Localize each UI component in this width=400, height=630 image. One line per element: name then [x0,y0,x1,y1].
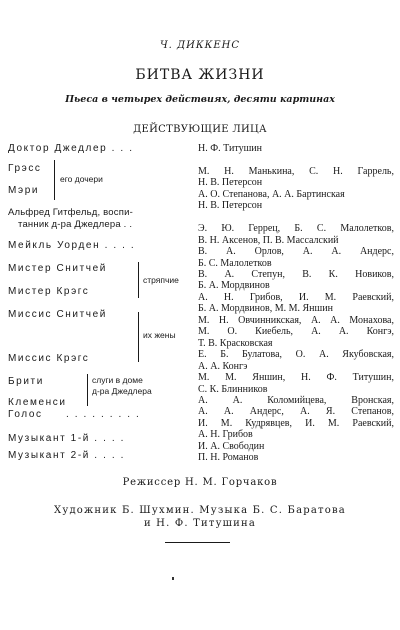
cast-line [198,154,394,165]
cast-line: Т. В. Красковская [198,337,273,349]
cast-line: А. А. Андерс, А. Я. Степанов, [198,406,394,418]
closing-rule [165,542,230,543]
cast-line: А. Н. Грибов [198,429,253,441]
cast-line: Б. А. Мордвинов [198,280,270,292]
role-snitchey: Мистер Снитчей [8,263,107,274]
cast-line: А. А. Коломийцева, Вронская, [198,394,394,406]
brace-wives [138,312,139,362]
role-mrs-snitchey: Миссис Снитчей [8,309,107,320]
cast-line: М. М. Яншин, Н. Ф. Титушин, [198,372,394,384]
play-subtitle: Пьеса в четырех действиях, десяти картинах [65,94,335,105]
artists-credit [0,504,400,530]
cast-line: А. А. Конгэ [198,360,248,372]
cast-line: В. Н. Аксенов, П. В. Массалский [198,234,339,246]
author: Ч. ДИККЕНС [159,40,241,51]
role-mrs-craggs: Миссис Крэгс [8,353,90,364]
role-clemency: Клеменси [8,397,67,408]
role-alfred-line2: танник д-ра Джедлера . . [18,219,133,230]
cast-line: В. А. Степун, В. К. Новиков, [198,268,394,280]
role-mary: Мэри [8,185,40,196]
artists-credit-line2: и Н. Ф. Титушина [143,518,257,529]
ink-speck [172,577,174,580]
cast-line: П. Н. Романов [198,452,259,464]
cast-line: М. Н. Овчинникская, А. А. Монахова, [198,314,394,326]
role-britain: Брити [8,376,44,387]
wives-note: их жены [143,330,176,340]
servants-note-line1: слуги в доме [92,375,143,385]
cast-line: В. А. Орлов, А. А. Андерс, [198,246,394,258]
role-musician-1: Музыкант 1-й . . . . [8,433,125,444]
characters-heading: ДЕЙСТВУЮЩИЕ ЛИЦА [133,124,267,135]
lawyers-note: стряпчие [143,275,179,285]
director-credit: Режиссер Н. М. Горчаков [122,477,278,488]
brace-lawyers [138,262,139,298]
role-grass: Грэсс [8,163,42,174]
cast-line [198,212,394,223]
servants-note-line2: д-ра Джедлера [92,386,152,396]
role-jeddler: Доктор Джедлер . . . [8,143,134,154]
cast-line: М. О. Киебель, А. А. Конгэ, [198,326,394,338]
cast-line: А. Н. Грибов, И. М. Раевский, [198,291,394,303]
cast-line: Б. С. Малолетков [198,257,272,269]
role-alfred-line1: Альфред Гитфельд, воспи- [8,207,133,218]
cast-line: Н. Ф. Титушин [198,143,262,154]
play-title: БИТВА ЖИЗНИ [135,67,265,83]
cast-line: Э. Ю. Геррец, Б. С. Малолетков, [198,223,394,235]
cast-list [198,143,394,464]
brace-daughters [54,160,55,200]
cast-line: Б. А. Мордвинов, М. М. Яншин [198,303,333,315]
role-voice-dots: . . . . . . . . . [66,409,141,420]
cast-line: С. К. Блинников [198,383,268,395]
artists-credit-line1: Художник Б. Шухмин. Музыка Б. С. Баратова [54,505,346,516]
cast-line: И. М. Кудрявцев, И. М. Раевский, [198,417,394,429]
cast-line: Н. В. Петерсон [198,200,263,212]
cast-line: М. Н. Манькина, С. Н. Гаррель, [198,165,394,177]
daughters-note: его дочери [60,174,103,184]
cast-line: И. А. Свободин [198,440,265,452]
role-musician-2: Музыкант 2-й . . . . [8,450,125,461]
role-michael: Мейкль Уорден . . . . [8,240,136,251]
role-craggs: Мистер Крэгс [8,286,90,297]
brace-servants [87,374,88,406]
cast-line: Е. Б. Булатова, О. А. Якубовская, [198,349,394,361]
cast-line: А. О. Степанова, А. А. Бартинская [198,188,345,200]
role-voice: Голос [8,409,43,420]
cast-line: Н. В. Петерсон [198,177,263,189]
